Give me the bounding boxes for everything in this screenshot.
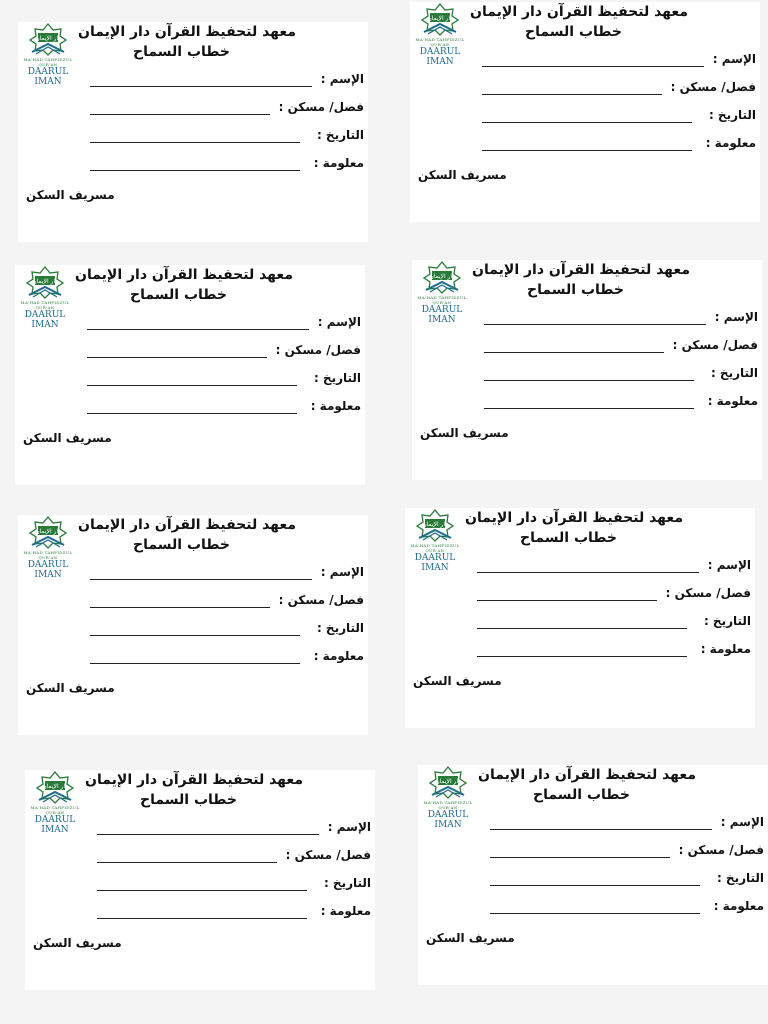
field-blank-line[interactable] — [87, 357, 267, 358]
institute-title: معهد لتحفيظ القرآن دار الإيمان — [85, 772, 303, 788]
permission-slip — [418, 765, 768, 985]
permission-slip — [18, 22, 368, 242]
field-blank-line[interactable] — [87, 413, 297, 414]
field-label: فصل/ مسكن : — [278, 100, 364, 114]
institute-logo — [15, 265, 75, 330]
institute-logo — [18, 515, 78, 580]
permission-slip — [405, 508, 755, 728]
field-label: الإسم : — [320, 72, 364, 86]
logo-subtitle: MA'HAD TAHFIDZUL QUR'AN — [423, 800, 473, 810]
permission-slip — [18, 515, 368, 735]
field-blank-line[interactable] — [90, 142, 300, 143]
field-blank-line[interactable] — [477, 628, 687, 629]
slip-subtitle: خطاب السماح — [527, 282, 624, 298]
field-blank-line[interactable] — [97, 890, 307, 891]
field-label: الإسم : — [714, 310, 758, 324]
field-label: معلومة : — [713, 899, 764, 913]
field-blank-line[interactable] — [484, 380, 694, 381]
field-label: الإسم : — [707, 558, 751, 572]
logo-name: DAARUL IMAN — [421, 305, 463, 325]
field-blank-line[interactable] — [484, 324, 706, 325]
field-label: فصل/ مسكن : — [665, 586, 751, 600]
logo-name: DAARUL IMAN — [34, 815, 76, 835]
field-blank-line[interactable] — [90, 607, 270, 608]
logo-subtitle: MA'HAD TAHFIDZUL QUR'AN — [417, 295, 467, 305]
field-blank-line[interactable] — [90, 170, 300, 171]
field-blank-line[interactable] — [477, 656, 687, 657]
field-label: التاريخ : — [316, 128, 364, 142]
field-label: التاريخ : — [708, 108, 756, 122]
logo-subtitle: MA'HAD TAHFIDZUL QUR'AN — [30, 805, 80, 815]
permission-slip — [410, 2, 760, 222]
field-label: التاريخ : — [716, 871, 764, 885]
field-label: التاريخ : — [703, 614, 751, 628]
field-label: الإسم : — [320, 565, 364, 579]
field-label: معلومة : — [700, 642, 751, 656]
field-label: فصل/ مسكن : — [672, 338, 758, 352]
logo-emblem-icon — [405, 508, 465, 542]
slip-subtitle: خطاب السماح — [140, 792, 237, 808]
permission-slip — [25, 770, 375, 990]
slip-subtitle: خطاب السماح — [130, 287, 227, 303]
field-blank-line[interactable] — [484, 352, 664, 353]
institute-logo — [18, 22, 78, 87]
field-label: فصل/ مسكن : — [285, 848, 371, 862]
field-blank-line[interactable] — [482, 94, 662, 95]
field-blank-line[interactable] — [87, 329, 309, 330]
logo-name: DAARUL IMAN — [27, 67, 69, 87]
field-blank-line[interactable] — [490, 829, 712, 830]
institute-logo — [405, 508, 465, 573]
field-label: التاريخ : — [313, 371, 361, 385]
logo-emblem-icon — [418, 765, 478, 799]
logo-name: DAARUL IMAN — [427, 810, 469, 830]
permission-slip — [412, 260, 762, 480]
logo-arabic-text: دار الإيمان — [422, 521, 448, 528]
field-label: معلومة : — [313, 156, 364, 170]
field-label: معلومة : — [320, 904, 371, 918]
logo-subtitle: MA'HAD TAHFIDZUL QUR'AN — [23, 550, 73, 560]
logo-arabic-text: دار الإيمان — [42, 783, 68, 790]
field-blank-line[interactable] — [477, 600, 657, 601]
slip-subtitle: خطاب السماح — [533, 787, 630, 803]
institute-title: معهد لتحفيظ القرآن دار الإيمان — [78, 24, 296, 40]
field-label: التاريخ : — [710, 366, 758, 380]
field-label: معلومة : — [310, 399, 361, 413]
institute-title: معهد لتحفيظ القرآن دار الإيمان — [478, 767, 696, 783]
logo-arabic-text: دار الإيمان — [435, 778, 461, 785]
field-label: التاريخ : — [316, 621, 364, 635]
logo-emblem-icon — [18, 515, 78, 549]
logo-arabic-text: دار الإيمان — [35, 35, 61, 42]
dorm-supervisor-signature-label: مسريف السكن — [33, 936, 122, 950]
dorm-supervisor-signature-label: مسريف السكن — [426, 931, 515, 945]
dorm-supervisor-signature-label: مسريف السكن — [26, 188, 115, 202]
slip-subtitle: خطاب السماح — [133, 44, 230, 60]
institute-title: معهد لتحفيظ القرآن دار الإيمان — [75, 267, 293, 283]
logo-arabic-text: دار الإيمان — [427, 15, 453, 22]
field-label: الإسم : — [327, 820, 371, 834]
field-blank-line[interactable] — [482, 66, 704, 67]
slip-subtitle: خطاب السماح — [525, 24, 622, 40]
field-label: معلومة : — [705, 136, 756, 150]
field-label: فصل/ مسكن : — [275, 343, 361, 357]
institute-title: معهد لتحفيظ القرآن دار الإيمان — [465, 510, 683, 526]
field-label: معلومة : — [707, 394, 758, 408]
dorm-supervisor-signature-label: مسريف السكن — [26, 681, 115, 695]
dorm-supervisor-signature-label: مسريف السكن — [413, 674, 502, 688]
logo-emblem-icon — [18, 22, 78, 56]
permission-slip — [15, 265, 365, 485]
logo-name: DAARUL IMAN — [419, 47, 461, 67]
logo-emblem-icon — [412, 260, 472, 294]
field-label: فصل/ مسكن : — [278, 593, 364, 607]
logo-subtitle: MA'HAD TAHFIDZUL QUR'AN — [410, 543, 460, 553]
field-blank-line[interactable] — [477, 572, 699, 573]
logo-arabic-text: دار الإيمان — [429, 273, 455, 280]
institute-title: معهد لتحفيظ القرآن دار الإيمان — [472, 262, 690, 278]
field-blank-line[interactable] — [490, 913, 700, 914]
field-blank-line[interactable] — [482, 122, 692, 123]
logo-subtitle: MA'HAD TAHFIDZUL QUR'AN — [415, 37, 465, 47]
slip-subtitle: خطاب السماح — [520, 530, 617, 546]
field-label: التاريخ : — [323, 876, 371, 890]
institute-logo — [25, 770, 85, 835]
institute-logo — [418, 765, 478, 830]
logo-name: DAARUL IMAN — [414, 553, 456, 573]
logo-name: DAARUL IMAN — [27, 560, 69, 580]
institute-logo — [412, 260, 472, 325]
field-blank-line[interactable] — [90, 663, 300, 664]
field-blank-line[interactable] — [490, 885, 700, 886]
institute-logo — [410, 2, 470, 67]
logo-subtitle: MA'HAD TAHFIDZUL QUR'AN — [20, 300, 70, 310]
field-label: الإسم : — [712, 52, 756, 66]
logo-arabic-text: دار الإيمان — [35, 528, 61, 535]
dorm-supervisor-signature-label: مسريف السكن — [420, 426, 509, 440]
logo-emblem-icon — [410, 2, 470, 36]
field-blank-line[interactable] — [484, 408, 694, 409]
field-blank-line[interactable] — [90, 114, 270, 115]
field-blank-line[interactable] — [90, 635, 300, 636]
field-blank-line[interactable] — [97, 862, 277, 863]
field-blank-line[interactable] — [97, 834, 319, 835]
field-label: معلومة : — [313, 649, 364, 663]
field-label: الإسم : — [720, 815, 764, 829]
dorm-supervisor-signature-label: مسريف السكن — [418, 168, 507, 182]
institute-title: معهد لتحفيظ القرآن دار الإيمان — [78, 517, 296, 533]
field-blank-line[interactable] — [490, 857, 670, 858]
dorm-supervisor-signature-label: مسريف السكن — [23, 431, 112, 445]
field-blank-line[interactable] — [97, 918, 307, 919]
field-blank-line[interactable] — [87, 385, 297, 386]
field-blank-line[interactable] — [90, 86, 312, 87]
logo-name: DAARUL IMAN — [24, 310, 66, 330]
logo-emblem-icon — [15, 265, 75, 299]
field-blank-line[interactable] — [90, 579, 312, 580]
field-label: فصل/ مسكن : — [678, 843, 764, 857]
slip-subtitle: خطاب السماح — [133, 537, 230, 553]
institute-title: معهد لتحفيظ القرآن دار الإيمان — [470, 4, 688, 20]
logo-arabic-text: دار الإيمان — [32, 278, 58, 285]
logo-emblem-icon — [25, 770, 85, 804]
field-label: الإسم : — [317, 315, 361, 329]
field-blank-line[interactable] — [482, 150, 692, 151]
field-label: فصل/ مسكن : — [670, 80, 756, 94]
logo-subtitle: MA'HAD TAHFIDZUL QUR'AN — [23, 57, 73, 67]
